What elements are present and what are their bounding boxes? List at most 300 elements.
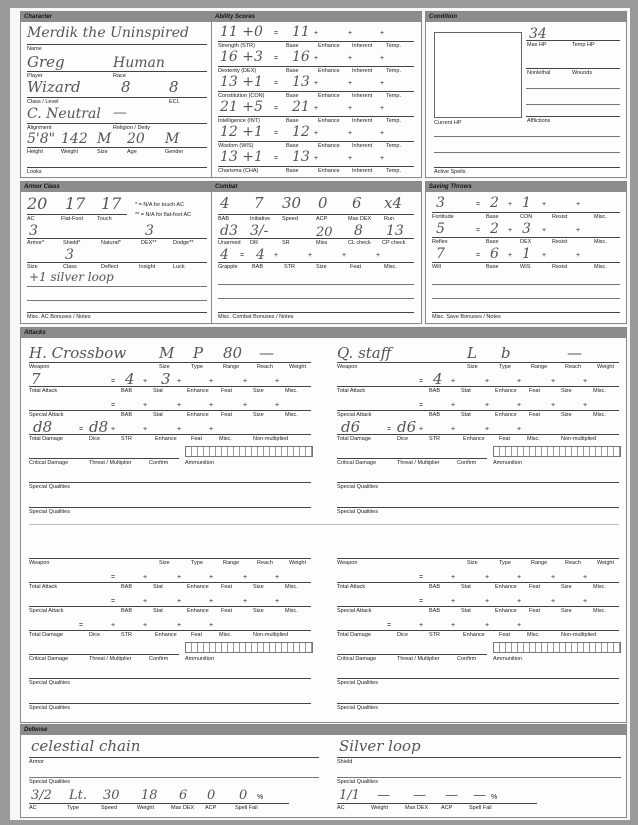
plus-sign: + [209,402,214,409]
weapon-type-label: Type [499,364,511,370]
underline [29,678,311,679]
grapple-value: 4 [220,247,229,263]
plus-sign: + [143,622,148,629]
weapon-reach-label: Reach [565,364,581,370]
size-label: Size [253,608,264,614]
enhance-label: Enhance [187,412,209,418]
equals-sign: = [274,155,279,162]
fortitude-con: 1 [522,195,531,211]
special-qualities-label: Special Qualities [337,680,378,686]
plus-sign: + [314,80,319,87]
temp-label: Temp. [386,143,401,149]
plus-sign: + [348,130,353,137]
ability-panel [211,11,422,178]
character-sheet [10,8,630,820]
looks-label: Looks [27,169,42,175]
size-value: M [97,131,112,147]
gender-label: Gender [165,149,184,155]
plus-sign: + [485,598,490,605]
plus-sign: + [583,402,588,409]
class-bonus-value: 3 [65,247,74,263]
underline [337,654,487,655]
equals-sign: = [274,130,279,137]
equals-sign: = [419,598,424,605]
crit_damage-label: Critical Damage [29,656,69,662]
weapon-value: H. Crossbow [29,344,127,362]
armor-name-value: celestial chain [31,737,141,755]
enhance-label: Enhance [318,68,340,74]
bab-label: BAB [429,608,441,614]
ammo-label: Ammunition [493,656,523,662]
str-label: STR [429,632,440,638]
enhance-label: Enhance [155,436,177,442]
plus-sign: + [111,426,116,433]
wounds-label: Wounds [572,70,593,76]
insight-label: Insight [139,264,156,270]
underline [218,91,414,92]
armor-bonus-label: Armor* [27,240,45,246]
weapon-size-label: Size [159,364,170,370]
bab-label: BAB [121,584,133,590]
str-label: STR [429,436,440,442]
plus-sign: + [485,574,490,581]
nonmult-label: Non-multiplied [561,632,597,638]
weapon-weapon-label: Weapon [29,560,50,566]
touch-label: Touch [97,216,112,222]
confirm-label: Confirm [149,656,169,662]
ac-bonus-note: +1 silver loop [29,270,114,284]
plus-sign: + [243,402,248,409]
armor-pct: % [257,794,264,801]
weapon-weapon-label: Weapon [337,560,358,566]
flat-foot-value: 17 [65,194,86,213]
plus-sign: + [209,574,214,581]
active-spells-label: Active Spells [434,169,466,175]
alignment-label: Alignment [27,125,52,131]
touch-note: * = N/A for touch AC [135,202,185,208]
total-attack-value: 7 [31,370,41,388]
misc-label: Misc. [219,632,232,638]
enhance-label: Enhance [495,412,517,418]
race-value: Human [113,55,165,71]
name-label: Name [27,46,42,52]
bab-label: BAB [121,608,133,614]
enhance-label: Enhance [318,118,340,124]
underline [337,386,619,387]
attack-stat-value: 3 [161,370,171,388]
armor-weight-label: Weight [137,805,155,811]
will-resist-label: Resist [552,264,568,270]
enhance-label: Enhance [495,608,517,614]
plus-sign: + [419,426,424,433]
enhance-label: Enhance [463,632,485,638]
temp-hp-label: Temp HP [572,42,595,48]
plus-sign: + [314,105,319,112]
weapon-weapon-label: Weapon [29,364,50,370]
unarmed-label: Unarmed [218,240,241,246]
size-label: Size [561,608,572,614]
underline [29,507,311,508]
plus-sign: + [380,30,385,37]
nonmult-label: Non-multiplied [253,632,289,638]
plus-sign: + [485,622,490,629]
stat-label: Stat [461,584,471,590]
armor-weight-value: 18 [141,788,158,803]
ammo-label: Ammunition [185,460,215,466]
underline [337,507,619,508]
flat-foot-note: ** = N/A for flat-foot AC [135,212,192,218]
plus-sign: + [517,574,522,581]
plus-sign: + [583,574,588,581]
plus-sign: + [451,378,456,385]
ability-written-value: 12 +1 [220,124,263,140]
weight-label: Weight [61,149,79,155]
miss-value: 20 [316,225,333,240]
plus-sign: + [380,80,385,87]
weapon-weight-label: Weight [289,364,307,370]
inherent-label: Inherent [352,143,373,149]
plus-sign: + [209,598,214,605]
temp-label: Temp. [386,68,401,74]
run-value: x4 [384,194,403,212]
plus-sign: + [583,598,588,605]
dice-label: Dice [89,632,101,638]
underline [337,482,619,483]
ammunition-boxes [493,446,621,457]
ac-notes-label: Misc. AC Bonuses / Notes [27,314,91,320]
will-base: 6 [490,246,499,262]
ecl-label: ECL [169,99,180,105]
shield-ac-label: AC [337,805,345,811]
class-level-label: Class / Level [27,99,59,105]
feat-label: Feat [529,412,541,418]
weapon-reach-label: Reach [565,560,581,566]
plus-sign: + [348,105,353,112]
plus-sign: + [551,378,556,385]
plus-sign: + [517,598,522,605]
bab-label: BAB [121,388,133,394]
underline [29,703,311,704]
plus-sign: + [143,402,148,409]
inherent-label: Inherent [352,168,373,174]
bab-value: 4 [220,194,230,212]
ability-base-value: 13 [292,149,310,165]
armor-acp-label: ACP [205,805,217,811]
weapon-weight-label: Weight [289,560,307,566]
weapon-size-label: Size [467,364,478,370]
special-qualities-label: Special Qualities [337,484,378,490]
plus-sign: + [380,105,385,112]
enhance-label: Enhance [187,584,209,590]
special_attack-label: Special Attack [29,608,64,614]
name-value: Merdik the Uninspired [27,25,189,41]
armor-bonus-value: 3 [29,223,38,239]
will-label: Will [432,264,441,270]
plus-sign: + [314,30,319,37]
max-hp-label: Max HP [527,42,547,48]
plus-sign: + [451,402,456,409]
special_attack-label: Special Attack [337,608,372,614]
plus-sign: + [485,402,490,409]
equals-sign: = [419,574,424,581]
race-label: Race [113,73,126,79]
dice-label: Dice [397,632,409,638]
size-mod-label: Size [27,264,38,270]
plus-sign: + [517,378,522,385]
plus-sign: + [111,622,116,629]
grapple-misc-label: Misc. [384,264,397,270]
plus-sign: + [517,426,522,433]
bab-label: BAB [218,216,230,222]
equals-sign: = [419,378,424,385]
weapon-size-value: L [467,344,477,362]
nonlethal-label: Nonlethal [527,70,551,76]
plus-sign: + [451,574,456,581]
shield-pct: % [491,794,498,801]
crit_damage-label: Critical Damage [337,656,377,662]
feat-label: Feat [221,608,233,614]
plus-sign: + [177,574,182,581]
armor-name-label: Armor [29,759,44,765]
will-misc-label: Misc. [594,264,607,270]
fortitude-resist-label: Resist [552,214,568,220]
weapon-type-label: Type [191,364,203,370]
cl-check-value: 8 [354,223,363,239]
acp-value: 0 [318,194,328,212]
bab-label: BAB [429,412,441,418]
misc-label: Misc. [593,584,606,590]
plus-sign: + [177,598,182,605]
ammunition-boxes [185,446,313,457]
plus-sign: + [209,622,214,629]
touch-value: 17 [101,194,122,213]
armor-class-header: Armor Class [21,182,214,192]
cp-check-label: CP check [382,240,406,246]
run-label: Run [384,216,395,222]
inherent-label: Inherent [352,68,373,74]
ammo-label: Ammunition [185,656,215,662]
ability-label: Dexterity (DEX) [218,68,257,74]
underline [218,41,414,42]
dr-label: DR [250,240,258,246]
feat-label: Feat [191,632,203,638]
attack-bab-value: 4 [125,370,135,388]
plus-sign: + [275,378,280,385]
misc-label: Misc. [285,608,298,614]
bab-label: BAB [121,412,133,418]
underline [337,678,619,679]
armor-class-panel [20,181,215,324]
unarmed-value: d3 [220,223,238,239]
weapon-range-label: Range [223,560,240,566]
attacks-panel [20,327,627,723]
weapon-range-value: 80 [223,344,243,362]
grapple-str-label: STR [284,264,295,270]
enhance-label: Enhance [463,436,485,442]
enhance-label: Enhance [318,43,340,49]
plus-sign: + [209,378,214,385]
weapon-reach-value: — [259,344,274,362]
confirm-label: Confirm [457,656,477,662]
height-label: Height [27,149,43,155]
underline [337,558,619,559]
plus-sign: + [275,574,280,581]
confirm-label: Confirm [457,460,477,466]
grapple-bab-label: BAB [252,264,264,270]
stat-label: Stat [461,608,471,614]
plus-sign: + [348,30,353,37]
plus-sign: + [314,55,319,62]
armor-type-label: Type [67,805,79,811]
plus-sign: + [451,598,456,605]
underline [337,630,619,631]
dice-label: Dice [397,436,409,442]
nonmult-label: Non-multiplied [253,436,289,442]
plus-sign: + [583,378,588,385]
natural-bonus-label: Natural* [101,240,121,246]
ammo-label: Ammunition [493,460,523,466]
feat-label: Feat [529,584,541,590]
acp-label: ACP [316,216,328,222]
deflect-label: Deflect [101,264,119,270]
armor-type-value: Lt. [69,788,87,803]
enhance-label: Enhance [318,168,340,174]
shield-ac-value: 1/1 [339,788,360,803]
plus-sign: + [143,574,148,581]
size-label: Size [253,412,264,418]
plus-sign: + [517,622,522,629]
stat-label: Stat [461,412,471,418]
equals-sign: = [111,402,116,409]
weapon-weight-label: Weight [597,560,615,566]
total_damage-label: Total Damage [337,632,371,638]
plus-sign: + [348,155,353,162]
base-label: Base [286,118,299,124]
plus-sign: + [177,622,182,629]
size-label: Size [561,584,572,590]
armor-maxdex-value: 6 [179,788,188,803]
ability-base-value: 11 [292,24,310,40]
dex-label: DEX [520,239,532,245]
inherent-label: Inherent [352,118,373,124]
special-qualities-label: Special Qualities [29,509,70,515]
class-mod-label: Class [63,264,77,270]
misc-label: Misc. [285,584,298,590]
armor-spell-fail-value: 0 [239,788,248,803]
shield-spell-fail-value: — [473,788,486,803]
underline [29,582,311,583]
stat-label: Stat [153,584,163,590]
plus-sign: + [243,574,248,581]
equals-sign: = [79,622,84,629]
confirm-label: Confirm [149,460,169,466]
equals-sign: = [111,598,116,605]
nonmult-label: Non-multiplied [561,436,597,442]
underline [218,166,414,167]
weapon-type-label: Type [499,560,511,566]
plus-sign: + [177,426,182,433]
weapon-type-label: Type [191,560,203,566]
size-label: Size [561,388,572,394]
weapon-size-label: Size [467,560,478,566]
plus-sign: + [143,426,148,433]
enhance-label: Enhance [318,143,340,149]
dodge-bonus-label: Dodge** [173,240,194,246]
base-label: Base [286,93,299,99]
grapple-bab-value: 4 [256,247,265,263]
special-qualities-label: Special Qualities [29,705,70,711]
special_attack-label: Special Attack [29,412,64,418]
misc-label: Misc. [593,412,606,418]
divider [29,524,619,525]
enhance-label: Enhance [495,584,517,590]
weapon-range-label: Range [531,560,548,566]
level-value: 8 [121,78,131,96]
miss-label: Miss [316,240,328,246]
shield-acp-value: — [445,788,458,803]
plus-sign: + [380,155,385,162]
shield-name-value: Silver loop [339,737,421,755]
grapple-size-label: Size [316,264,327,270]
shield-bonus-label: Shield* [63,240,81,246]
stat-label: Stat [461,388,471,394]
equals-sign: = [274,80,279,87]
condition-panel [425,11,627,178]
plus-sign: + [177,402,182,409]
enhance-label: Enhance [187,388,209,394]
ammunition-boxes [493,642,621,653]
fortitude-base-label: Base [486,214,499,220]
ecl-value: 8 [169,78,179,96]
current-hp-label: Current HP [434,120,462,126]
enhance-label: Enhance [495,388,517,394]
armor-speed-value: 30 [103,788,120,803]
underline [218,141,414,142]
sr-label: SR [282,240,290,246]
equals-sign: = [419,402,424,409]
base-label: Base [286,143,299,149]
temp-label: Temp. [386,168,401,174]
character-header: Character [21,12,214,22]
base-label: Base [286,168,299,174]
underline [337,362,619,363]
age-label: Age [127,149,137,155]
special-qualities-label: Special Qualities [337,509,378,515]
defense-panel [20,724,627,818]
plus-sign: + [380,130,385,137]
feat-label: Feat [529,608,541,614]
total_damage-label: Total Damage [29,436,63,442]
weight-value: 142 [61,131,88,147]
reflex-dex: 3 [522,221,531,237]
plus-sign: + [177,378,182,385]
threat-label: Threat / Multiplier [397,460,440,466]
weapon-value: Q. staff [337,344,392,362]
size-label: Size [561,412,572,418]
special-qualities-label: Special Qualities [29,680,70,686]
reflex-misc-label: Misc. [594,239,607,245]
flat-foot-label: Flat-Foot [61,216,84,222]
underline [29,386,311,387]
condition-header: Condition [426,12,626,22]
bab-label: BAB [429,584,441,590]
plus-sign: + [275,402,280,409]
attack-bab-value: 4 [433,370,443,388]
underline [29,362,311,363]
combat-panel: Combat 4 7 30 0 6 x4 BAB Initiative Speed ACP Max DEX Run d3 3/- 20 8 13 Unarmed DR SR Miss CL check CP check 4 = 4 + + + + Grapple BAB STR Size Feat Misc. Misc. Combat Bonuses / Notes [211,181,422,324]
stat-label: Stat [153,608,163,614]
bab-label: BAB [429,388,441,394]
